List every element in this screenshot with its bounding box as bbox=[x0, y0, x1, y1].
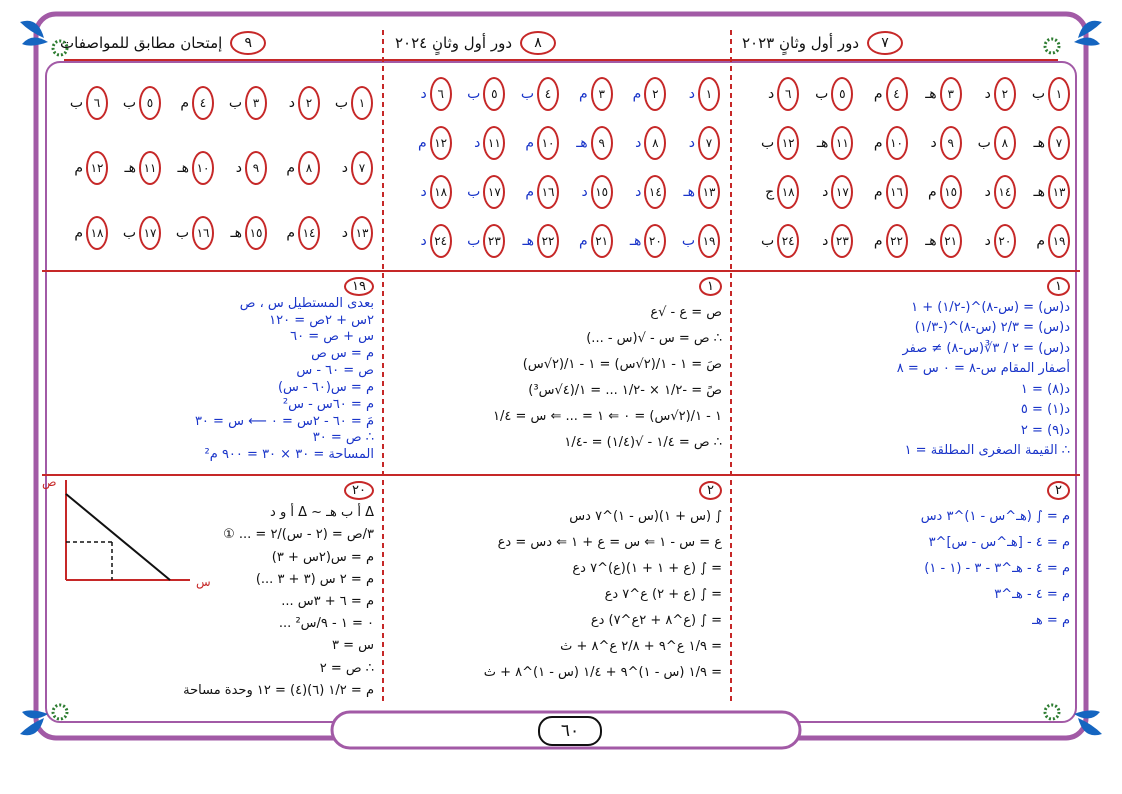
answer-item bbox=[505, 168, 559, 217]
solution-line: ع = س - ١ ⇐ س = ع + ١ ⇐ دس = دع bbox=[497, 535, 722, 550]
answer-letter: م bbox=[873, 183, 883, 200]
answer-item bbox=[799, 168, 853, 217]
answer-item bbox=[55, 70, 108, 135]
answer-letter: د bbox=[930, 135, 937, 152]
answer-number: ١٩ bbox=[1048, 224, 1070, 258]
answer-item bbox=[320, 70, 373, 135]
answer-letter: م bbox=[180, 94, 189, 111]
answer-number: ٣ bbox=[245, 86, 267, 120]
answer-item bbox=[853, 70, 907, 119]
question-number-badge: ٢ bbox=[699, 481, 722, 500]
answer-grid-exam-9 bbox=[55, 70, 373, 265]
answer-number: ٢٢ bbox=[537, 224, 559, 258]
answer-letter: ب bbox=[815, 86, 829, 103]
answer-number: ١٨ bbox=[430, 175, 452, 209]
answer-item bbox=[962, 70, 1016, 119]
answer-item bbox=[613, 70, 667, 119]
answer-letter: م bbox=[525, 183, 534, 200]
answer-item bbox=[1016, 70, 1070, 119]
answer-number: ٤ bbox=[537, 77, 559, 111]
answer-letter: د bbox=[984, 232, 991, 249]
answer-number: ٢٤ bbox=[777, 224, 799, 258]
answer-letter: هـ bbox=[683, 183, 695, 200]
answer-number: ٢٣ bbox=[831, 224, 853, 258]
graph-x-label: س bbox=[196, 575, 211, 589]
answer-item bbox=[452, 119, 506, 168]
answer-number: ٥ bbox=[831, 77, 853, 111]
answer-item bbox=[452, 216, 506, 265]
answer-number: ٨ bbox=[644, 126, 666, 160]
answer-item bbox=[908, 70, 962, 119]
answer-letter: د bbox=[288, 94, 295, 111]
answer-item bbox=[214, 70, 267, 135]
solution-line: م = ٤ - [هـ^س - س]^٣ bbox=[928, 535, 1070, 550]
solution-line: م = هـ bbox=[1032, 613, 1070, 628]
answer-letter: ب bbox=[122, 224, 136, 241]
answer-number: ٩ bbox=[591, 126, 613, 160]
solution-line: ١ - ١/(٢√س) = ٠ ⇐ ١ = ... ⇐ س = ١/٤ bbox=[492, 409, 722, 424]
answer-letter: ب bbox=[760, 232, 775, 249]
solution-exam7-q1 bbox=[740, 276, 1070, 471]
solution-line: ∴ ص = ٣٠ bbox=[312, 430, 374, 446]
answer-item bbox=[161, 70, 214, 135]
solution-line: ∴ ص = ١/٤ - √(١/٤) = -١/٤ bbox=[564, 435, 722, 450]
question-number bbox=[693, 280, 722, 293]
answer-letter: ب bbox=[760, 135, 775, 152]
answer-item bbox=[267, 70, 320, 135]
answer-number: ٧ bbox=[698, 126, 720, 160]
answer-item bbox=[398, 216, 452, 265]
solution-line: ∴ ص = ٢ bbox=[319, 660, 374, 676]
answer-item bbox=[853, 119, 907, 168]
answer-number: ١٥ bbox=[591, 175, 613, 209]
answer-number: ١٠ bbox=[537, 126, 559, 160]
answer-letter: د bbox=[341, 159, 348, 176]
answer-item bbox=[745, 168, 799, 217]
solution-line: م = ٢ س (٣ + ٣ ...) bbox=[255, 571, 374, 587]
answer-letter: د bbox=[767, 86, 775, 103]
answer-letter: م bbox=[579, 86, 588, 103]
header-exam-8 bbox=[395, 26, 720, 60]
answer-number: ١٧ bbox=[139, 216, 161, 250]
answer-letter: هـ bbox=[925, 232, 937, 249]
solution-line: م = ١/٢ (٦)(٤) = ١٢ وحدة مساحة bbox=[183, 682, 374, 698]
answer-number: ٧ bbox=[351, 151, 373, 185]
answer-letter: ب bbox=[334, 94, 348, 111]
answer-letter: هـ bbox=[576, 135, 588, 152]
answer-item bbox=[320, 135, 373, 200]
answer-number: ٢ bbox=[994, 77, 1016, 111]
answer-number: ٨ bbox=[298, 151, 320, 185]
solution-line: بعدى المستطيل س ، ص bbox=[239, 295, 374, 311]
answer-number: ١٣ bbox=[1048, 175, 1070, 209]
answer-letter: د bbox=[581, 183, 588, 200]
answer-letter: ب bbox=[228, 94, 242, 111]
answer-number: ٢ bbox=[298, 86, 320, 120]
answer-letter: ج bbox=[765, 183, 775, 200]
answer-item bbox=[214, 200, 267, 265]
answer-item bbox=[214, 135, 267, 200]
question-number-badge: ١ bbox=[1047, 277, 1070, 296]
answer-number: ١٨ bbox=[86, 216, 108, 250]
answer-letter: د bbox=[420, 86, 427, 103]
answer-item bbox=[1016, 216, 1070, 265]
answer-number: ١٢ bbox=[86, 151, 108, 185]
answer-letter: م bbox=[525, 135, 534, 152]
header-number: ٧ bbox=[867, 31, 903, 55]
solution-line: المساحة = ٣٠ × ٣٠ = ٩٠٠ م² bbox=[204, 447, 374, 463]
answer-item bbox=[799, 70, 853, 119]
answer-number: ٢٠ bbox=[994, 224, 1016, 258]
answer-number: ١٦ bbox=[537, 175, 559, 209]
answer-number: ١٣ bbox=[351, 216, 373, 250]
answer-item bbox=[666, 70, 720, 119]
answer-letter: هـ bbox=[1033, 183, 1045, 200]
answer-letter: هـ bbox=[522, 232, 534, 249]
solution-line: ∴ ص = س - √(س - ...) bbox=[586, 331, 722, 346]
solution-line: = ∫ (ع^٨ + ٢ع^٧) دع bbox=[590, 613, 722, 628]
answer-item bbox=[799, 216, 853, 265]
answer-item bbox=[55, 200, 108, 265]
solution-line: م = س(٦٠ - س) bbox=[277, 379, 374, 395]
answer-letter: ب bbox=[681, 232, 695, 249]
solution-line: ص = ع - √ع bbox=[650, 305, 722, 320]
answer-number: ١١ bbox=[139, 151, 161, 185]
answer-number: ٢١ bbox=[591, 224, 613, 258]
answer-number: ١٠ bbox=[192, 151, 214, 185]
answer-item bbox=[398, 119, 452, 168]
answer-item bbox=[613, 119, 667, 168]
answer-item bbox=[962, 119, 1016, 168]
solution-line: = ١/٩ (س - ١)^٩ + ١/٤ (س - ١)^٨ + ث bbox=[483, 665, 722, 680]
answer-number: ١ bbox=[351, 86, 373, 120]
answer-item bbox=[745, 119, 799, 168]
answer-letter: هـ bbox=[925, 86, 937, 103]
answer-item bbox=[666, 216, 720, 265]
answer-number: ١١ bbox=[831, 126, 853, 160]
answer-item bbox=[559, 70, 613, 119]
answer-number: ٢٣ bbox=[483, 224, 505, 258]
answer-number: ٥ bbox=[139, 86, 161, 120]
answer-item bbox=[745, 216, 799, 265]
answer-number: ١ bbox=[698, 77, 720, 111]
answer-item bbox=[452, 168, 506, 217]
answer-number: ١٠ bbox=[886, 126, 908, 160]
solution-line: د(س) = (س-٨)^(-١/٢) + ١ bbox=[911, 299, 1070, 315]
answer-item bbox=[108, 70, 161, 135]
answer-item bbox=[666, 119, 720, 168]
answer-letter: م bbox=[632, 86, 642, 103]
header-title: إمتحان مطابق للمواصفات bbox=[60, 34, 223, 52]
answer-number: ١٧ bbox=[831, 175, 853, 209]
solution-line: أصفار المقام س-٨ = ٠ س = ٨ bbox=[896, 361, 1070, 377]
geometry-graph bbox=[42, 475, 211, 590]
header-title: دور أول وثانٍ ٢٠٢٣ bbox=[742, 34, 860, 52]
answer-number: ٨ bbox=[994, 126, 1016, 160]
answer-item bbox=[55, 135, 108, 200]
answer-item bbox=[908, 168, 962, 217]
solution-line: د(١) = ٥ bbox=[1020, 402, 1070, 418]
answer-letter: م bbox=[1036, 232, 1045, 249]
answer-number: ٤ bbox=[192, 86, 214, 120]
header-number: ٨ bbox=[520, 31, 556, 55]
answer-number: ٩ bbox=[940, 126, 962, 160]
answer-item bbox=[559, 168, 613, 217]
answer-letter: هـ bbox=[1033, 135, 1045, 152]
answer-number: ١٢ bbox=[430, 126, 452, 160]
header-exam-7 bbox=[742, 26, 1070, 60]
answer-letter: هـ bbox=[629, 232, 642, 249]
solution-line: م = ٤ - هـ^٣ - ٣ - (١ - ١) bbox=[924, 561, 1070, 576]
answer-item bbox=[320, 200, 373, 265]
solution-line: د(٨) = ١ bbox=[1020, 381, 1070, 397]
answer-number: ٢٤ bbox=[430, 224, 452, 258]
answer-letter: د bbox=[984, 86, 991, 103]
question-number-badge: ١ bbox=[699, 277, 722, 296]
answer-item bbox=[962, 216, 1016, 265]
answer-number: ٢١ bbox=[940, 224, 962, 258]
answer-letter: هـ bbox=[124, 159, 136, 176]
answer-number: ١٧ bbox=[483, 175, 505, 209]
answer-item bbox=[666, 168, 720, 217]
answer-letter: د bbox=[688, 86, 695, 103]
answer-letter: ب bbox=[122, 94, 136, 111]
answer-item bbox=[505, 70, 559, 119]
answer-grid-exam-7 bbox=[745, 70, 1070, 265]
answer-letter: م bbox=[286, 159, 295, 176]
answer-number: ١١ bbox=[483, 126, 505, 160]
question-number bbox=[1041, 280, 1070, 293]
answer-number: ١ bbox=[1048, 77, 1070, 111]
question-number-badge: ٢٠ bbox=[344, 481, 374, 500]
solution-line: = ∫ (ع + ١ + ١)(ع)^٧ دع bbox=[572, 561, 722, 576]
solution-line: صَ = ١ - ١/(٢√س) = ١ - ١/(٢√س) bbox=[522, 357, 722, 372]
answer-number: ١٣ bbox=[698, 175, 720, 209]
answer-number: ١٦ bbox=[886, 175, 908, 209]
answer-letter: ب bbox=[467, 183, 481, 200]
solution-line: = ∫ (ع + ٢) ع^٧ دع bbox=[604, 587, 722, 602]
answer-letter: د bbox=[822, 183, 829, 200]
answer-number: ١٨ bbox=[777, 175, 799, 209]
answer-letter: ب bbox=[977, 135, 991, 152]
answer-item bbox=[108, 135, 161, 200]
question-number-badge: ١٩ bbox=[344, 277, 374, 296]
answer-letter: هـ bbox=[816, 135, 829, 152]
solution-exam9-q19 bbox=[52, 276, 374, 471]
answer-item bbox=[505, 216, 559, 265]
answer-letter: هـ bbox=[177, 159, 189, 176]
page-number: ٦٠ bbox=[538, 716, 602, 746]
answer-item bbox=[745, 70, 799, 119]
answer-number: ١٥ bbox=[940, 175, 962, 209]
answer-number: ٣ bbox=[591, 77, 613, 111]
answer-letter: د bbox=[420, 183, 427, 200]
answer-letter: م bbox=[928, 183, 937, 200]
answer-item bbox=[452, 70, 506, 119]
answer-item bbox=[908, 216, 962, 265]
solution-line: ص = ٦٠ - س bbox=[296, 363, 374, 379]
solution-line: ٣/ص = (٢ - س)/٢ = ... ① bbox=[223, 527, 374, 543]
answer-letter: ب bbox=[520, 86, 534, 103]
header-exam-9 bbox=[60, 26, 372, 60]
answer-item bbox=[267, 200, 320, 265]
answer-number: ٥ bbox=[483, 77, 505, 111]
graph-y-label: ص bbox=[42, 475, 57, 489]
solution-line: م = ∫ (هـ^س - ١)^٣ دس bbox=[920, 509, 1070, 524]
solution-exam9-q20 bbox=[183, 480, 374, 712]
answer-item bbox=[161, 200, 214, 265]
answer-number: ٢٠ bbox=[644, 224, 666, 258]
answer-item bbox=[398, 168, 452, 217]
solution-exam8-q2 bbox=[392, 480, 722, 700]
answer-letter: هـ bbox=[230, 224, 242, 241]
solution-line: م = ٦ + ٣س ... bbox=[281, 594, 374, 609]
answer-number: ١٤ bbox=[994, 175, 1016, 209]
answer-item bbox=[962, 168, 1016, 217]
question-number bbox=[693, 484, 722, 497]
corner-dot-bl bbox=[53, 705, 67, 719]
answer-letter: ب bbox=[1031, 86, 1045, 103]
answer-letter: د bbox=[474, 135, 481, 152]
answer-number: ١٢ bbox=[777, 126, 799, 160]
answer-number: ٧ bbox=[1048, 126, 1070, 160]
answer-number: ١٤ bbox=[298, 216, 320, 250]
answer-item bbox=[559, 216, 613, 265]
answer-letter: د bbox=[688, 135, 695, 152]
solution-line: صً = -١/٢ × -١/٢ ... = ١/(٤√س³) bbox=[528, 383, 722, 398]
answer-item bbox=[853, 216, 907, 265]
answer-number: ٦ bbox=[430, 77, 452, 111]
solution-line: = ١/٩ ع^٩ + ٢/٨ ع^٨ + ث bbox=[560, 639, 722, 654]
answer-item bbox=[853, 168, 907, 217]
answer-letter: ب bbox=[467, 232, 481, 249]
answer-number: ٦ bbox=[86, 86, 108, 120]
solution-line: د(س) = ٢ / ٣∛(س-٨) ≠ صفر bbox=[902, 340, 1070, 356]
solution-line: ٠ = ١ - ٩/س² ... bbox=[278, 616, 374, 632]
answer-number: ١٥ bbox=[245, 216, 267, 250]
solution-line: م = ٤ - هـ^٣ bbox=[994, 587, 1070, 602]
answer-number: ١٦ bbox=[192, 216, 214, 250]
answer-item bbox=[267, 135, 320, 200]
answer-item bbox=[613, 168, 667, 217]
answer-item bbox=[559, 119, 613, 168]
answer-letter: م bbox=[286, 224, 295, 241]
answer-number: ٦ bbox=[777, 77, 799, 111]
answer-letter: د bbox=[420, 232, 427, 249]
answer-letter: ب bbox=[175, 224, 189, 241]
answer-number: ٩ bbox=[245, 151, 267, 185]
answer-letter: م bbox=[418, 135, 427, 152]
answer-grid-exam-8 bbox=[398, 70, 720, 265]
solution-line: ∴ القيمة الصغرى المطلقة = ١ bbox=[904, 443, 1070, 459]
answer-number: ٢٢ bbox=[886, 224, 908, 258]
solution-line: مَ = ٦٠ - ٢س = ٠ ⟵ س = ٣٠ bbox=[194, 413, 374, 429]
answer-item bbox=[161, 135, 214, 200]
answer-letter: د bbox=[235, 159, 242, 176]
answer-item bbox=[1016, 168, 1070, 217]
answer-letter: م bbox=[74, 224, 83, 241]
corner-dot-br bbox=[1045, 705, 1059, 719]
question-number bbox=[338, 280, 374, 293]
answer-letter: د bbox=[341, 224, 348, 241]
solution-line: س + ص = ٦٠ bbox=[290, 329, 374, 345]
solution-line: ٢س + ٢ص = ١٢٠ bbox=[269, 312, 374, 328]
answer-letter: م bbox=[74, 159, 83, 176]
header-number: ٩ bbox=[230, 31, 266, 55]
answer-letter: د bbox=[822, 232, 829, 249]
answer-item bbox=[505, 119, 559, 168]
header-title: دور أول وثانٍ ٢٠٢٤ bbox=[395, 34, 513, 52]
solution-line: ∫ (س + ١)(س - ١)^٧ دس bbox=[569, 509, 722, 524]
solution-line: م = س ص bbox=[311, 346, 374, 362]
answer-item bbox=[1016, 119, 1070, 168]
question-number bbox=[1041, 484, 1070, 497]
answer-number: ٤ bbox=[886, 77, 908, 111]
answer-letter: م bbox=[579, 232, 588, 249]
answer-number: ١٩ bbox=[698, 224, 720, 258]
answer-item bbox=[108, 200, 161, 265]
answer-letter: م bbox=[873, 86, 883, 103]
solution-line: م = س(٢س + ٣) bbox=[271, 549, 374, 565]
answer-number: ٢ bbox=[644, 77, 666, 111]
answer-letter: م bbox=[873, 232, 883, 249]
question-number-badge: ٢ bbox=[1047, 481, 1070, 500]
solution-line: د(س) = ٢/٣ (س-٨)^(-١/٣) bbox=[914, 320, 1070, 336]
answer-letter: د bbox=[635, 135, 642, 152]
solution-line: Δ أ ب هـ ~ Δ أ و د bbox=[270, 505, 374, 521]
answer-item bbox=[398, 70, 452, 119]
answer-item bbox=[799, 119, 853, 168]
answer-letter: د bbox=[635, 183, 642, 200]
answer-letter: م bbox=[873, 135, 883, 152]
question-number bbox=[338, 484, 374, 497]
answer-letter: د bbox=[984, 183, 991, 200]
solution-line: س = ٣ bbox=[331, 638, 374, 654]
answer-number: ٣ bbox=[940, 77, 962, 111]
solution-line: م = ٦٠س - س² bbox=[282, 396, 374, 412]
answer-letter: ب bbox=[467, 86, 481, 103]
solution-line: د(٩) = ٢ bbox=[1020, 422, 1070, 438]
answer-item bbox=[908, 119, 962, 168]
answer-item bbox=[613, 216, 667, 265]
answer-number: ١٤ bbox=[644, 175, 666, 209]
answer-letter: ب bbox=[69, 94, 83, 111]
solution-exam8-q1 bbox=[392, 276, 722, 471]
solution-exam7-q2 bbox=[740, 480, 1070, 700]
